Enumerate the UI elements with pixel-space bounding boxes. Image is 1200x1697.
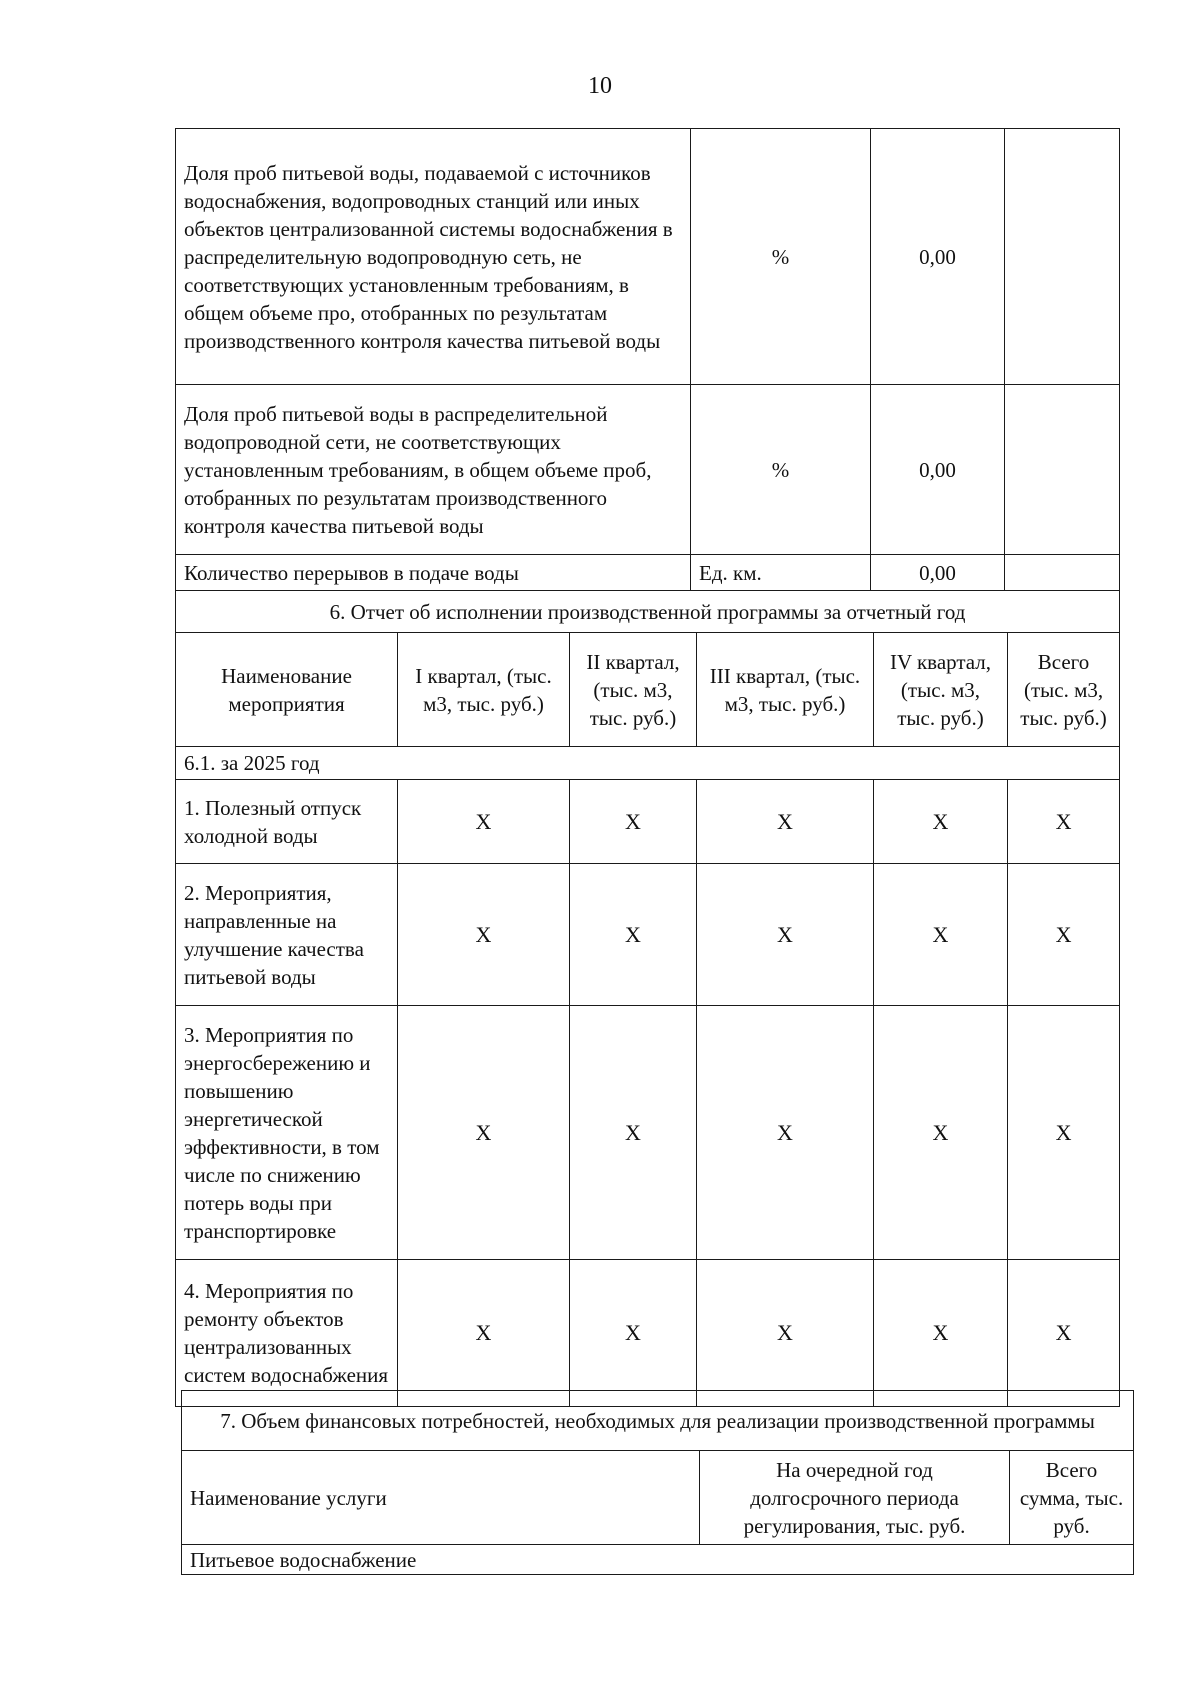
section7-title: 7. Объем финансовых потребностей, необходимых для реализации производственной программы — [182, 1391, 1134, 1451]
cell-value: X — [1008, 1260, 1120, 1407]
section7-title-row — [182, 1391, 1134, 1451]
cell-value: X — [570, 864, 697, 1006]
header-next-year: На очередной год долгосрочного периода регулирования, тыс. руб. — [700, 1451, 1010, 1545]
indicator-unit: % — [691, 129, 871, 385]
cell-value: X — [570, 1006, 697, 1260]
cell-value: X — [697, 1006, 874, 1260]
cell-value: X — [398, 864, 570, 1006]
activity-name: 3. Мероприятия по энергосбережению и повышению энергетической эффективности, в том числе по снижению потерь воды при транспортировке — [176, 1006, 398, 1260]
indicator-name: Количество перерывов в подаче воды — [176, 555, 691, 591]
cell-value: X — [1008, 864, 1120, 1006]
section6-header-row — [176, 633, 1120, 747]
cell-value: X — [697, 780, 874, 864]
cell-value: X — [874, 780, 1008, 864]
table-row — [176, 555, 1120, 591]
cell-value: X — [874, 1006, 1008, 1260]
cell-value: X — [570, 780, 697, 864]
year-row — [176, 747, 1120, 780]
cell-value: X — [1008, 780, 1120, 864]
cell-value: X — [398, 780, 570, 864]
section7-header-row — [182, 1451, 1134, 1545]
cell-value: X — [874, 864, 1008, 1006]
header-q2: II квартал, (тыс. м3, тыс. руб.) — [570, 633, 697, 747]
cell-value: X — [398, 1260, 570, 1407]
indicator-unit: Ед. км. — [691, 555, 871, 591]
activity-name: 4. Мероприятия по ремонту объектов централизованных систем водоснабжения — [176, 1260, 398, 1407]
header-total: Всего (тыс. м3, тыс. руб.) — [1008, 633, 1120, 747]
indicator-name: Доля проб питьевой воды в распределительной водопроводной сети, не соответствующих установленным требованиям, в общем объеме проб, отобранных по результатам производственного контроля качества питьевой воды — [176, 385, 691, 555]
table-row — [176, 1006, 1120, 1260]
activity-name: 1. Полезный отпуск холодной воды — [176, 780, 398, 864]
cell-value: X — [697, 864, 874, 1006]
section6-title-row — [176, 591, 1120, 633]
cell-value: X — [874, 1260, 1008, 1407]
header-q1: I квартал, (тыс. м3, тыс. руб.) — [398, 633, 570, 747]
section7-table — [181, 1390, 1134, 1575]
header-service: Наименование услуги — [182, 1451, 700, 1545]
indicator-value: 0,00 — [871, 555, 1005, 591]
table-row — [176, 1260, 1120, 1407]
indicators-table — [175, 128, 1120, 591]
table-row — [176, 129, 1120, 385]
section6-table — [175, 590, 1120, 1407]
year-label: 6.1. за 2025 год — [176, 747, 1120, 780]
page-number: 10 — [588, 73, 612, 99]
activity-name: 2. Мероприятия, направленные на улучшение качества питьевой воды — [176, 864, 398, 1006]
cell-value: X — [697, 1260, 874, 1407]
table-row — [182, 1545, 1134, 1575]
indicator-extra — [1005, 385, 1120, 555]
cell-value: X — [570, 1260, 697, 1407]
indicator-extra — [1005, 129, 1120, 385]
cell-value: X — [1008, 1006, 1120, 1260]
indicator-name: Доля проб питьевой воды, подаваемой с источников водоснабжения, водопроводных станций или иных объектов централизованной системы водоснабжения в распределительную водопроводную сеть, не соответствующих установленным требованиям, в общем объеме про, отобранных по результатам производственного контроля качества питьевой воды — [176, 129, 691, 385]
table-row — [176, 864, 1120, 1006]
indicator-value: 0,00 — [871, 129, 1005, 385]
indicator-unit: % — [691, 385, 871, 555]
header-name: Наименование мероприятия — [176, 633, 398, 747]
cell-value: X — [398, 1006, 570, 1260]
table-row — [176, 385, 1120, 555]
indicator-value: 0,00 — [871, 385, 1005, 555]
header-q4: IV квартал, (тыс. м3, тыс. руб.) — [874, 633, 1008, 747]
header-total-sum: Всего сумма, тыс. руб. — [1010, 1451, 1134, 1545]
section6-title: 6. Отчет об исполнении производственной программы за отчетный год — [176, 591, 1120, 633]
indicator-extra — [1005, 555, 1120, 591]
service-name: Питьевое водоснабжение — [182, 1545, 1134, 1575]
header-q3: III квартал, (тыс. м3, тыс. руб.) — [697, 633, 874, 747]
table-row — [176, 780, 1120, 864]
